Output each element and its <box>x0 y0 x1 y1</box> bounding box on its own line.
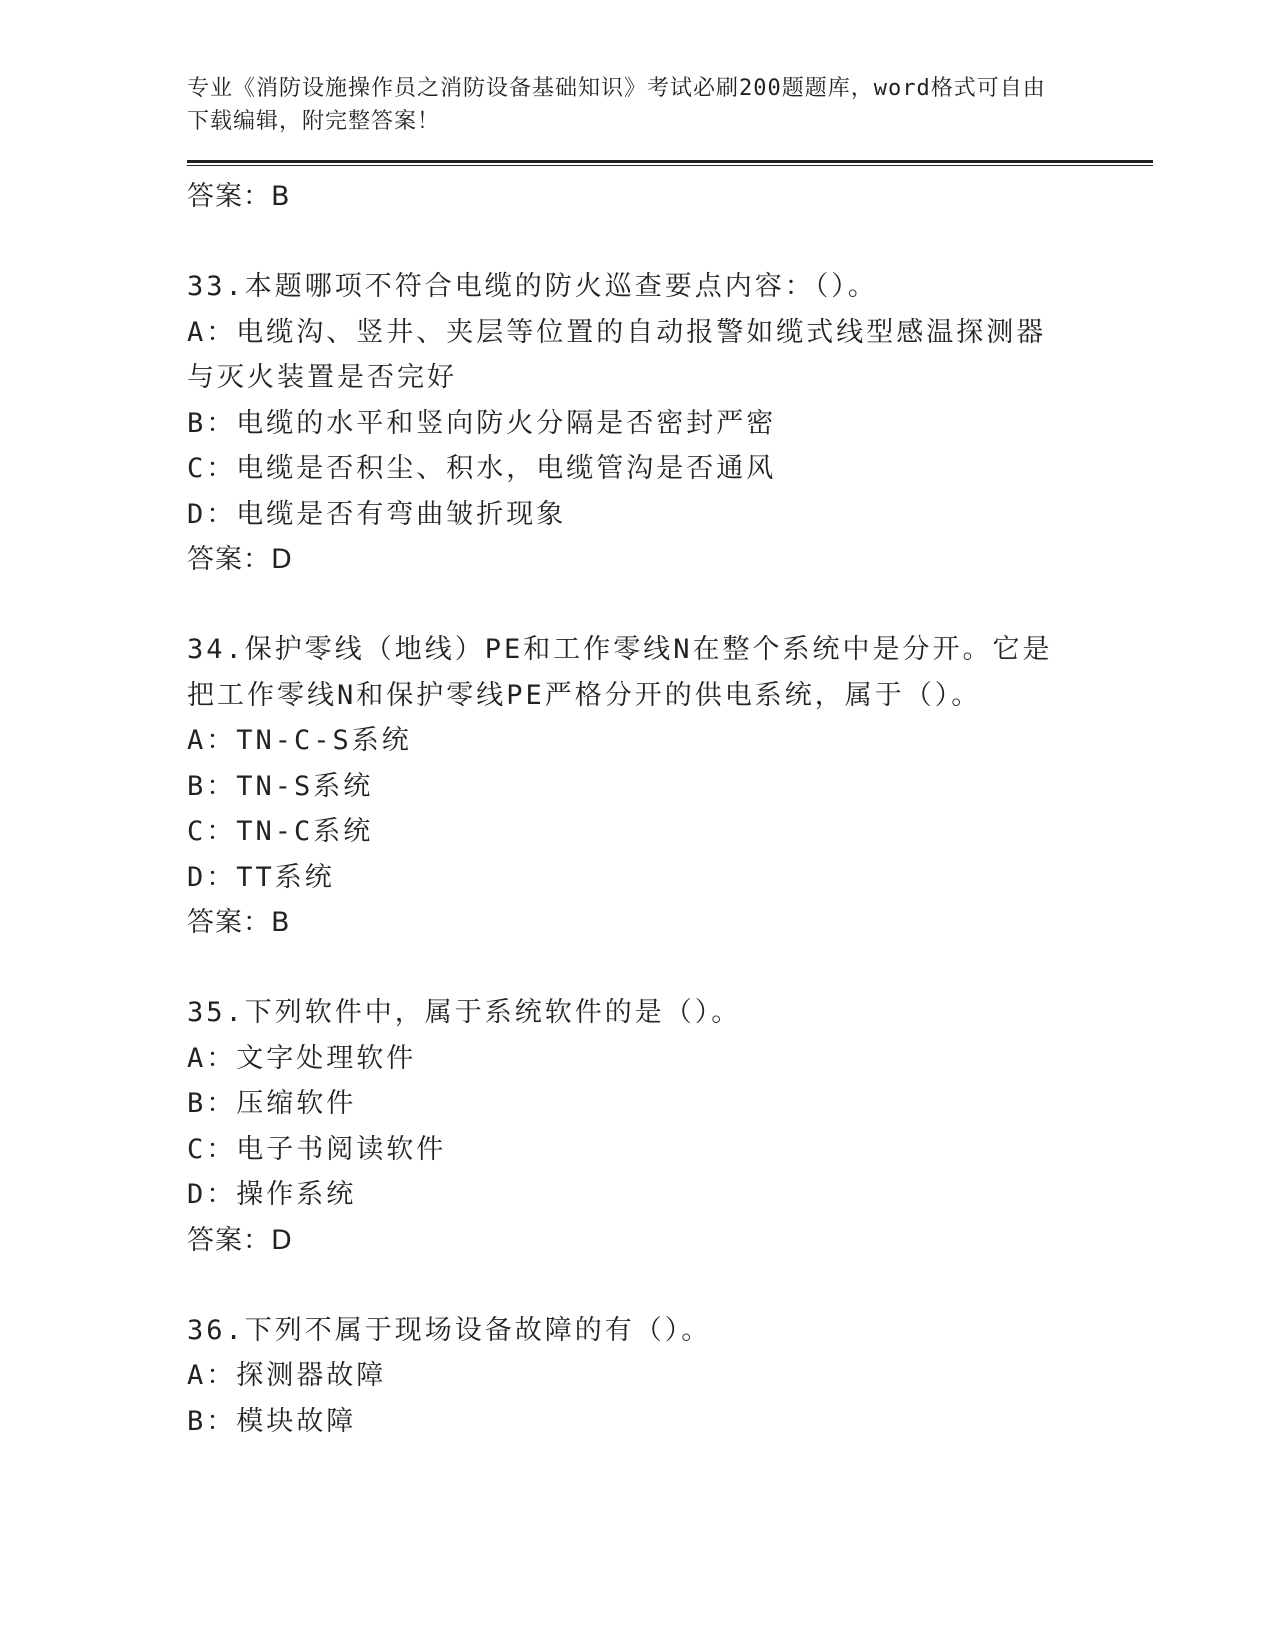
option-d: D：电缆是否有弯曲皱折现象 <box>187 498 567 530</box>
question-stem: 33.本题哪项不符合电缆的防火巡查要点内容：（）。 <box>187 271 878 302</box>
option-a: A：探测器故障 <box>187 1360 387 1391</box>
page-header: 专业《消防设施操作员之消防设备基础知识》考试必刷200题题库，word格式可自由下载编辑，附完整答案！ <box>187 76 1046 134</box>
question-stem: 36.下列不属于现场设备故障的有（）。 <box>187 1314 712 1346</box>
option-b: B：TN-S系统 <box>187 770 374 802</box>
answer: 答案：B <box>187 907 291 938</box>
option-c: C：电缆是否积尘、积水，电缆管沟是否通风 <box>187 453 777 484</box>
question-35 <box>187 990 1167 1263</box>
option-a: A：电缆沟、竖井、夹层等位置的自动报警如缆式线型感温探测器与灭火装置是否完好 <box>187 316 1047 393</box>
question-33 <box>187 264 1167 582</box>
option-b: B：压缩软件 <box>187 1088 357 1119</box>
option-d: D：TT系统 <box>187 861 335 893</box>
option-c: C：电子书阅读软件 <box>187 1133 447 1165</box>
question-34 <box>187 627 1167 945</box>
option-b: B：电缆的水平和竖向防火分隔是否密封严密 <box>187 407 777 439</box>
answer: 答案：D <box>187 544 293 575</box>
question-stem: 34.保护零线（地线）PE和工作零线N在整个系统中是分开。它是把工作零线N和保护零线PE严格分开的供电系统，属于（）。 <box>187 634 1053 711</box>
option-b: B：模块故障 <box>187 1405 357 1437</box>
answer-32: 答案：B <box>187 181 291 212</box>
option-a: A：文字处理软件 <box>187 1042 417 1074</box>
answer: 答案：D <box>187 1224 293 1256</box>
option-c: C：TN-C系统 <box>187 816 374 847</box>
question-36 <box>187 1308 1167 1445</box>
document-page <box>187 72 1167 1444</box>
option-d: D：操作系统 <box>187 1179 357 1210</box>
question-stem: 35.下列软件中，属于系统软件的是（）。 <box>187 997 742 1028</box>
header-divider <box>187 160 1153 166</box>
option-a: A：TN-C-S系统 <box>187 725 412 756</box>
